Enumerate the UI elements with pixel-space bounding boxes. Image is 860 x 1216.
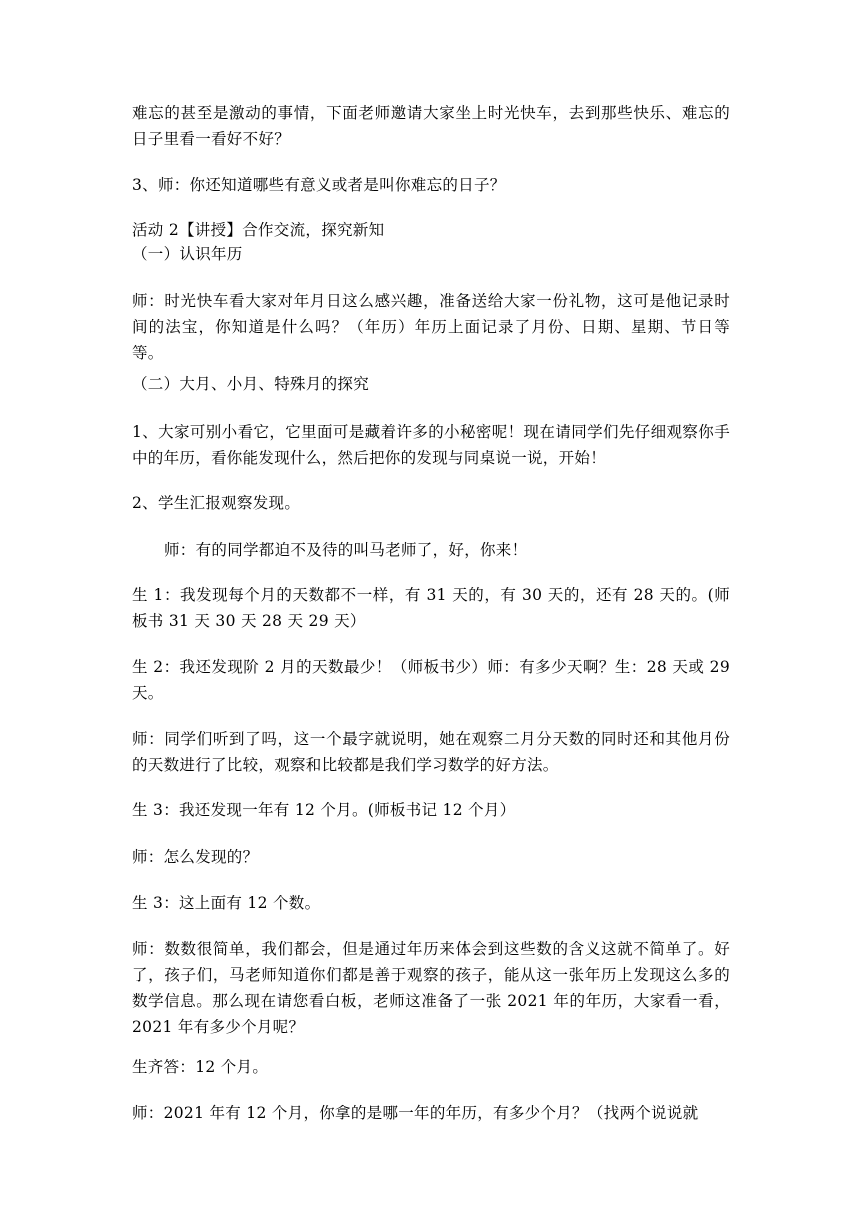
paragraph-student-3: 生 3：我还发现一年有 12 个月。(师板书记 12 个月）: [132, 801, 516, 819]
paragraph-intro-continued: 难忘的甚至是激动的事情，下面老师邀请大家坐上时光快车，去到那些快乐、难忘的日子里看一看好不好？: [132, 104, 730, 148]
paragraph-question-3: 3、师：你还知道哪些有意义或者是叫你难忘的日子？: [132, 176, 506, 194]
paragraph-teacher-whiteboard: 师：数数很简单，我们都会，但是通过年历来体会到这些数的含义这就不简单了。好了，孩子们，马老师知道你们都是善于观察的孩子，能从这一张年历上发现这么多的数学信息。那么现在请您看白板，老师这准备了一张 2021 年的年历，大家看一看，2021 年有多少个月呢？: [132, 940, 730, 1036]
paragraph-class-answer: 生齐答：12 个月。: [132, 1058, 269, 1076]
paragraph-student-3-answer: 生 3：这上面有 12 个数。: [132, 894, 321, 912]
paragraph-teacher-compare: 师：同学们听到了吗，这一个最字就说明，她在观察二月分天数的同时还和其他月份的天数进行了比较，观察和比较都是我们学习数学的好方法。: [132, 730, 730, 774]
paragraph-teacher-how: 师：怎么发现的？: [132, 848, 259, 866]
heading-activity-2: 活动 2【讲授】合作交流，探究新知: [132, 221, 385, 239]
paragraph-report: 2、学生汇报观察发现。: [132, 494, 301, 512]
paragraph-teacher-which-year: 师：2021 年有 12 个月，你拿的是哪一年的年历，有多少个月？（找两个说说就: [132, 1104, 699, 1122]
subheading-months: （二）大月、小月、特殊月的探究: [132, 375, 370, 393]
paragraph-student-2: 生 2：我还发现阶 2 月的天数最少！（师板书少）师：有多少天啊？生：28 天或 29 天。: [132, 658, 730, 702]
paragraph-calendar-gift: 师：时光快车看大家对年月日这么感兴趣，准备送给大家一份礼物，这可是他记录时间的法宝，你知道是什么吗？（年历）年历上面记录了月份、日期、星期、节日等等。: [132, 292, 730, 362]
paragraph-teacher-call: 师：有的同学都迫不及待的叫马老师了，好，你来！: [164, 541, 528, 559]
paragraph-student-1: 生 1：我发现每个月的天数都不一样，有 31 天的，有 30 天的，还有 28 天的。(师板书 31 天 30 天 28 天 29 天）: [132, 586, 730, 630]
subheading-calendar: （一）认识年历: [132, 245, 243, 263]
paragraph-observe: 1、大家可别小看它，它里面可是藏着许多的小秘密呢！现在请同学们先仔细观察你手中的年历，看你能发现什么，然后把你的发现与同桌说一说，开始！: [132, 423, 730, 467]
